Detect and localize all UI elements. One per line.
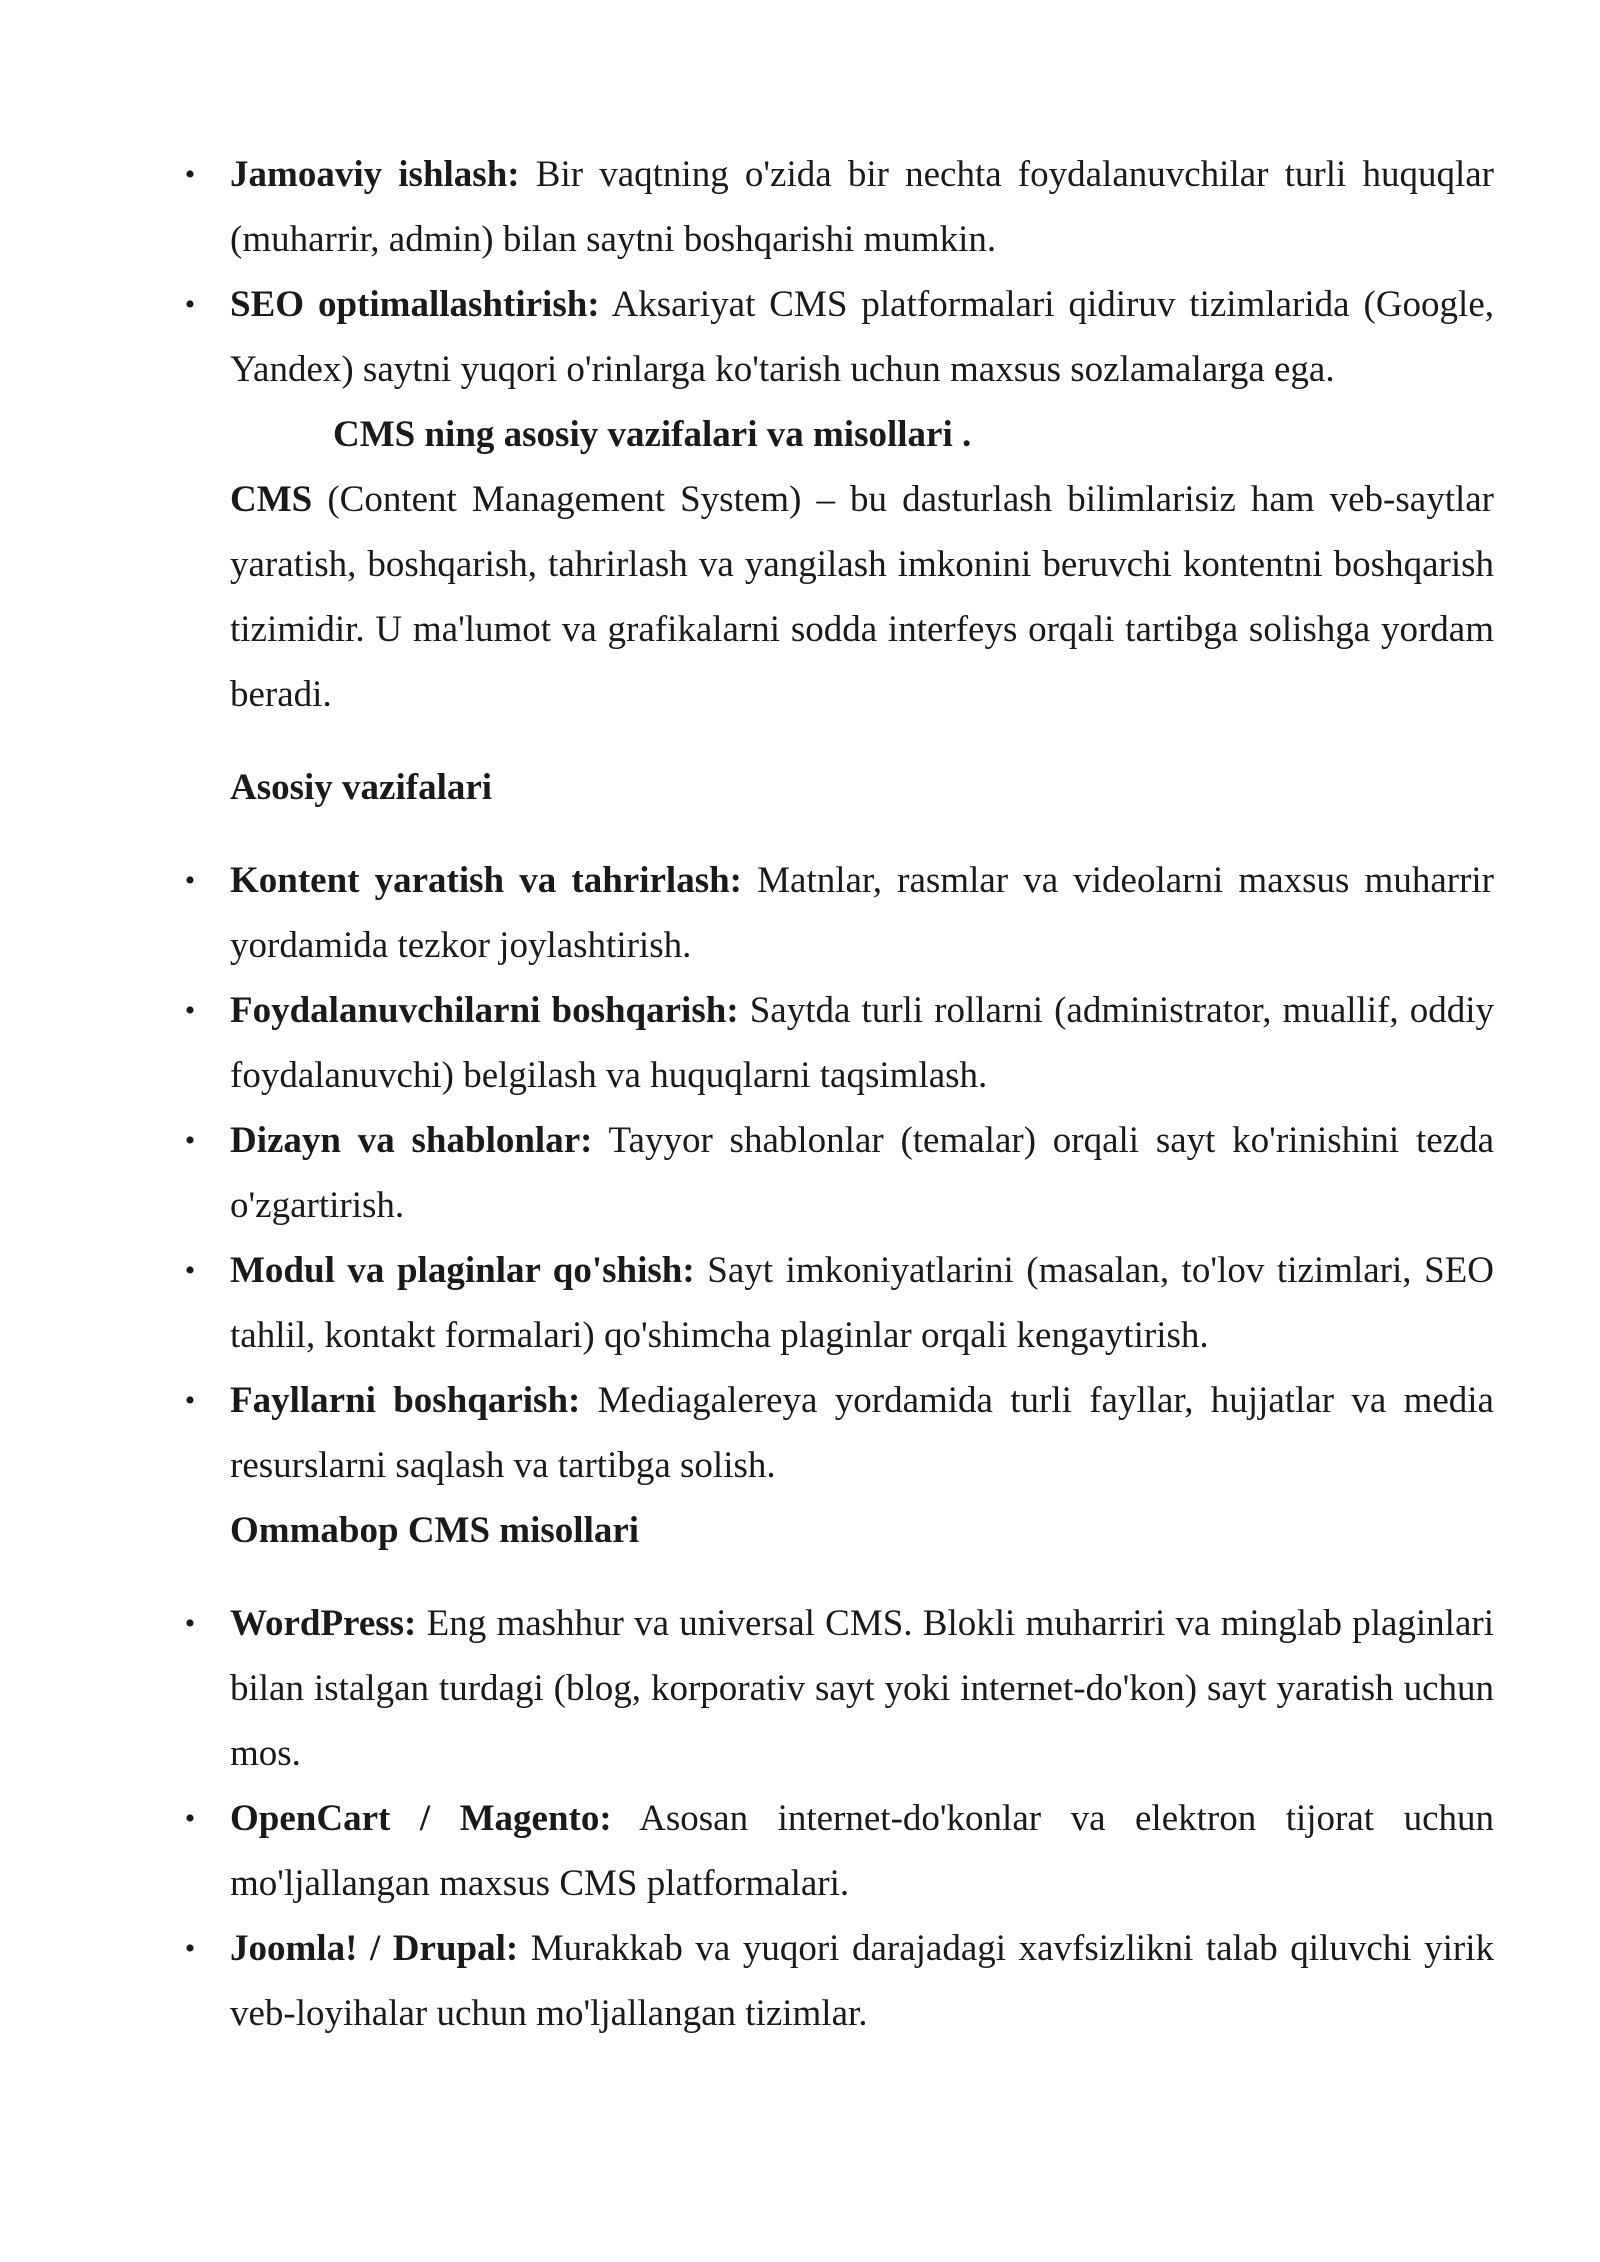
bullet-icon: • [184, 1607, 196, 1640]
list-item-term: Foydalanuvchilarni boshqarish: [230, 990, 739, 1031]
list-item-term: Kontent yaratish va tahrirlash: [230, 860, 742, 901]
list-item-text: Asosan internet-do'konlar va elektron tijorat uchun mo'ljallangan maxsus CMS platformalari. [230, 1798, 1494, 1904]
list-item-text: Bir vaqtning o'zida bir nechta foydalanuvchilar turli huquqlar (muharrir, admin) bilan saytni boshqarishi mumkin. [230, 154, 1494, 260]
bullet-icon: • [184, 288, 196, 321]
list-item [184, 1368, 1494, 1498]
list-item-text: Saytda turli rollarni (administrator, muallif, oddiy foydalanuvchi) belgilash va huquqlarni taqsimlash. [230, 990, 1494, 1096]
list-item-term: SEO optimallashtirish: [230, 284, 600, 325]
list-item [184, 142, 1494, 272]
tasks-heading: Asosiy vazifalari [230, 767, 493, 808]
bullet-icon: • [184, 1802, 196, 1835]
bullet-icon: • [184, 158, 196, 191]
list-item-term: OpenCart / Magento: [230, 1798, 612, 1839]
bullet-icon: • [184, 1932, 196, 1965]
list-item [184, 272, 1494, 402]
examples-heading: Ommabop CMS misollari [230, 1510, 640, 1551]
list-item [184, 1916, 1494, 2046]
bullet-icon: • [184, 1124, 196, 1157]
intro-paragraph [230, 467, 1494, 727]
list-item-text: Sayt imkoniyatlarini (masalan, to'lov tizimlari, SEO tahlil, kontakt formalari) qo'shimcha plaginlar orqali kengaytirish. [230, 1250, 1494, 1356]
bullet-icon: • [184, 1384, 196, 1417]
intro-term: CMS [230, 479, 313, 520]
list-item [184, 1591, 1494, 1786]
list-item [184, 978, 1494, 1108]
list-item-text: Mediagalereya yordamida turli fayllar, hujjatlar va media resurslarni saqlash va tartibga solish. [230, 1380, 1494, 1486]
list-item-text: Eng mashhur va universal CMS. Blokli muharriri va minglab plaginlari bilan istalgan turdagi (blog, korporativ sayt yoki internet-do'kon) sayt yaratish uchun mos. [230, 1603, 1494, 1774]
list-item [184, 1238, 1494, 1368]
list-item-term: Jamoaviy ishlash: [230, 154, 520, 195]
list-item [184, 848, 1494, 978]
bullet-icon: • [184, 864, 196, 897]
list-item-term: Dizayn va shablonlar: [230, 1120, 593, 1161]
intro-text: (Content Management System) – bu dasturlash bilimlarisiz ham veb-saytlar yaratish, boshqarish, tahrirlash va yangilash imkonini beruvchi kontentni boshqarish tizimidir. U ma'lumot va grafikalarni sodda interfeys orqali tartibga solishga yordam beradi. [230, 479, 1494, 715]
section-title: CMS ning asosiy vazifalari va misollari . [333, 414, 972, 455]
list-item [184, 1786, 1494, 1916]
list-item-text: Murakkab va yuqori darajadagi xavfsizlikni talab qiluvchi yirik veb-loyihalar uchun mo'ljallangan tizimlar. [230, 1928, 1494, 2034]
list-item-term: Modul va plaginlar qo'shish: [230, 1250, 695, 1291]
list-item [184, 1108, 1494, 1238]
list-item-term: Joomla! / Drupal: [230, 1928, 519, 1969]
list-item-text: Matnlar, rasmlar va videolarni maxsus muharrir yordamida tezkor joylashtirish. [230, 860, 1494, 966]
list-item-term: WordPress: [230, 1603, 417, 1644]
list-item-text: Tayyor shablonlar (temalar) orqali sayt ko'rinishini tezda o'zgartirish. [230, 1120, 1494, 1226]
list-item-text: Aksariyat CMS platformalari qidiruv tizimlarida (Google, Yandex) saytni yuqori o'rinlarga ko'tarish uchun maxsus sozlamalarga ega. [230, 284, 1494, 390]
list-item-term: Fayllarni boshqarish: [230, 1380, 581, 1421]
bullet-icon: • [184, 994, 196, 1027]
bullet-icon: • [184, 1254, 196, 1287]
